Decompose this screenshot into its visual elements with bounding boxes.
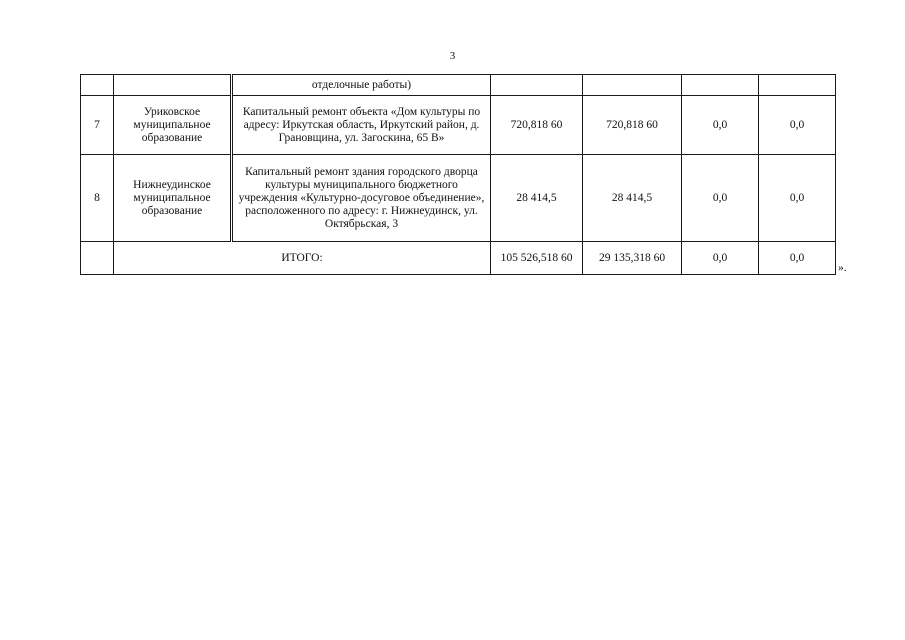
table-row-continuation	[81, 75, 836, 96]
cell-num: 7	[81, 96, 114, 155]
cell-col7	[759, 75, 836, 96]
cell-municipality: Уриковское муниципальное образование	[114, 96, 232, 155]
cell-col4	[491, 75, 583, 96]
closing-quote-mark: ».	[838, 262, 847, 274]
cell-description: Капитальный ремонт объекта «Дом культуры по адресу: Иркутская область, Иркутский район, д. Грановщина, ул. Загоскина, 65 В»	[232, 96, 491, 155]
cell-col6	[682, 75, 759, 96]
total-label: ИТОГО:	[114, 242, 491, 275]
cell-col5: 28 414,5	[583, 155, 682, 242]
table-row	[81, 155, 836, 242]
budget-table	[80, 74, 836, 275]
cell-description: Капитальный ремонт здания городского дворца культуры муниципального бюджетного учреждения «Культурно-досуговое объединение», расположенного по адресу: г. Нижнеудинск, ул. Октябрьская, 3	[232, 155, 491, 242]
cell-num: 8	[81, 155, 114, 242]
total-col5: 29 135,318 60	[583, 242, 682, 275]
page-number: 3	[449, 50, 456, 62]
table-row	[81, 96, 836, 155]
cell-col4: 720,818 60	[491, 96, 583, 155]
cell-col6: 0,0	[682, 155, 759, 242]
cell-description: отделочные работы)	[232, 75, 491, 96]
total-col4: 105 526,518 60	[491, 242, 583, 275]
cell-col5: 720,818 60	[583, 96, 682, 155]
cell-num	[81, 242, 114, 275]
cell-col6: 0,0	[682, 96, 759, 155]
cell-municipality: Нижнеудинское муниципальное образование	[114, 155, 232, 242]
total-col7: 0,0	[759, 242, 836, 275]
cell-col4: 28 414,5	[491, 155, 583, 242]
cell-col5	[583, 75, 682, 96]
table-row-total	[81, 242, 836, 275]
cell-col7: 0,0	[759, 155, 836, 242]
total-col6: 0,0	[682, 242, 759, 275]
cell-col7: 0,0	[759, 96, 836, 155]
cell-municipality	[114, 75, 232, 96]
cell-num	[81, 75, 114, 96]
